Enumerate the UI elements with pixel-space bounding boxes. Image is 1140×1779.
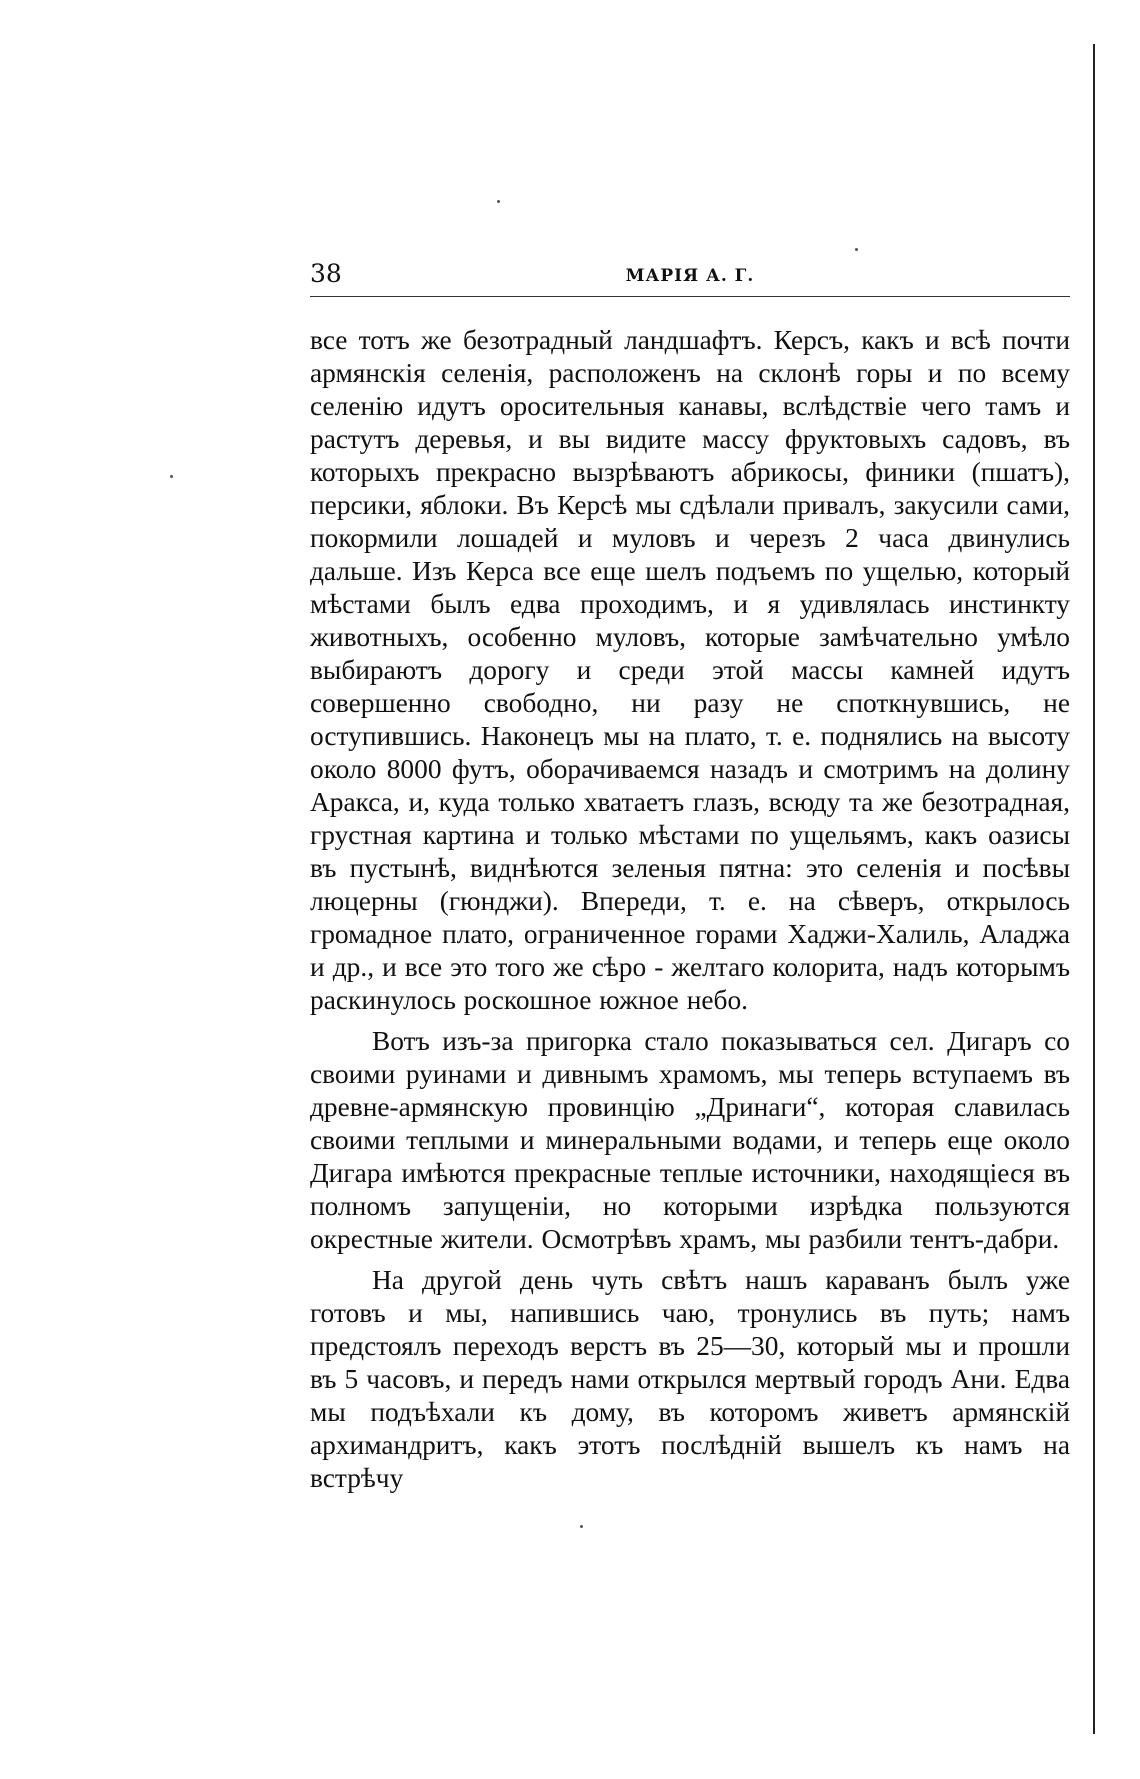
paragraph: На другой день чуть свѣтъ нашъ караванъ былъ уже готовъ и мы, напившись чаю, тронулись въ путь; намъ предстоялъ переходъ верстъ въ 25—30, который мы и прошли въ 5 часовъ, и передъ нами открылся мертвый городъ Ани. Едва мы подъѣхали къ дому, въ которомъ живетъ армянскій архимандритъ, какъ этотъ послѣдній вышелъ къ намъ на встрѣчу (310, 1265, 1070, 1493)
paragraph: Вотъ изъ-за пригорка стало показываться сел. Дигаръ со своими руинами и дивнымъ храмомъ, мы теперь вступаемъ въ древне-армянскую провинцію „Дринаги“, которая славилась своими теплыми и минеральными водами, и теперь еще около Дигара имѣются прекрасные теплые источники, находящіеся въ полномъ запущеніи, но которыми изрѣдка пользуются окрестные жители. Осмотрѣвъ храмъ, мы разбили тентъ-дабри. (310, 1026, 1070, 1254)
running-title: МАРІЯ А. Г. (625, 266, 755, 286)
scan-speck (497, 200, 500, 203)
scan-speck (580, 1525, 583, 1528)
scan-speck (855, 248, 858, 251)
paragraph: все тотъ же безотрадный ландшафтъ. Керсъ, какъ и всѣ почти армянскія селенія, расположенъ на склонѣ горы и по всему селенію идутъ оросительныя канавы, вслѣдствіе чего тамъ и растутъ деревья, и вы видите массу фруктовыхъ садовъ, въ которыхъ прекрасно вызрѣваютъ абрикосы, финики (пшатъ), персики, яблоки. Въ Керсѣ мы сдѣлали привалъ, закусили сами, покормили лошадей и муловъ и черезъ 2 часа двинулись дальше. Изъ Керса все еще шелъ подъемъ по ущелью, который мѣстами былъ едва проходимъ, и я удивлялась инстинкту животныхъ, особенно муловъ, которые замѣчательно умѣло выбираютъ дорогу и среди этой массы камней идутъ совершенно свободно, ни разу не споткнувшись, не оступившись. Наконецъ мы на плато, т. е. поднялись на высоту около 8000 футъ, оборачиваемся назадъ и смотримъ на долину Аракса, и, куда только хватаетъ глазъ, всюду та же безотрадная, грустная картина и только мѣстами по ущельямъ, какъ оазисы въ пустынѣ, виднѣются зеленыя пятна: это селенія и посѣвы люцерны (гюнджи). Впереди, т. е. на сѣверъ, открылось громадное плато, ограниченное горами Хаджи-Халиль, Аладжа и др., и все это того же сѣро - желтаго колорита, надъ которымъ раскинулось роскошное южное небо. (310, 325, 1070, 1015)
main-text (310, 324, 1070, 1503)
header-rule (310, 296, 1070, 297)
page-number: 38 (310, 259, 342, 288)
scan-speck (170, 475, 173, 478)
page-header (310, 255, 1070, 295)
page-edge-line (1093, 44, 1095, 1734)
